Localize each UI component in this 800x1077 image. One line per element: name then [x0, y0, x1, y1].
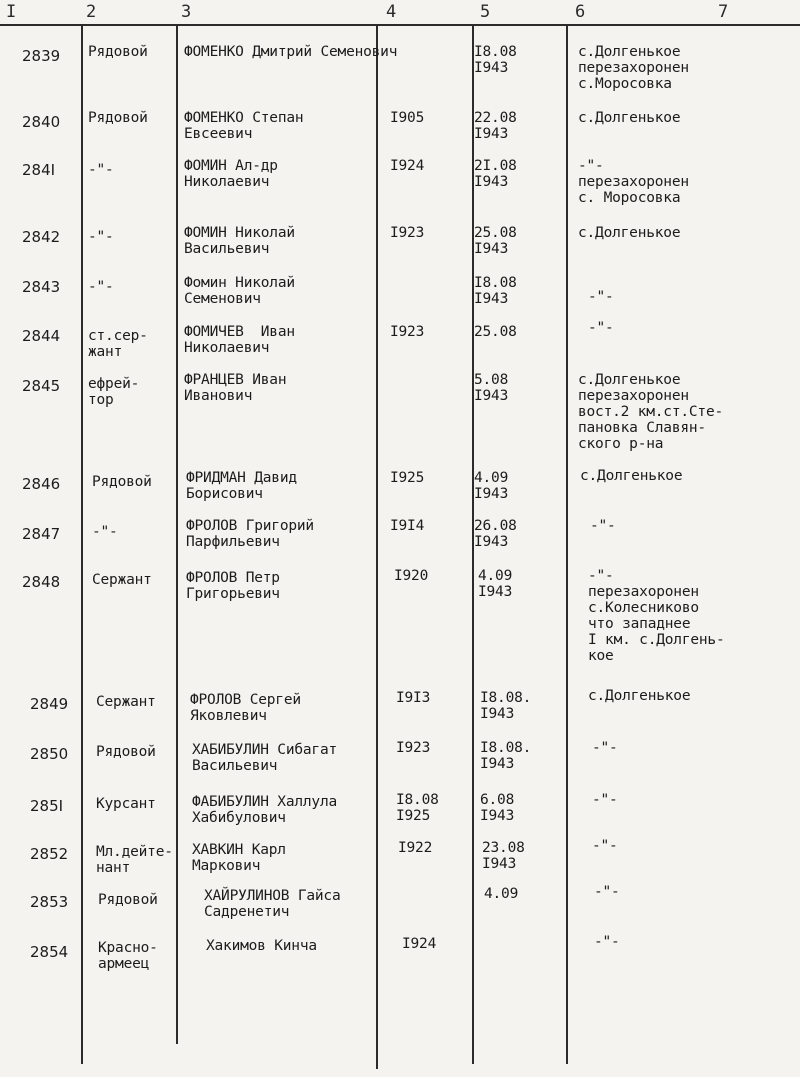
name-cell: ФРОЛОВ Петр Григорьевич: [186, 570, 280, 602]
death-date-cell: 4.09 I943: [478, 568, 513, 600]
death-date-cell: I8.08. I943: [480, 690, 532, 722]
birth-year-cell: I9I3: [396, 690, 431, 706]
burial-place-cell: -"-: [594, 934, 620, 950]
rank-cell: Сержант: [92, 572, 152, 588]
name-cell: ХАЙРУЛИНОВ Гайса Садренетич: [204, 888, 341, 920]
column-divider-5: [566, 24, 568, 1064]
burial-place-cell: -"-: [588, 289, 614, 305]
birth-year-cell: I8.08 I925: [396, 792, 439, 824]
record-number: 285I: [30, 797, 64, 815]
record-number: 2854: [30, 943, 69, 961]
burial-place-cell: -"-: [592, 792, 618, 808]
rank-cell: Рядовой: [88, 110, 148, 126]
name-cell: Фомин Николай Семенович: [184, 275, 295, 307]
name-cell: ФОМИН Ал-др Николаевич: [184, 158, 278, 190]
burial-place-cell: -"-: [594, 884, 620, 900]
rank-cell: Рядовой: [92, 474, 152, 490]
name-cell: ФРОЛОВ Сергей Яковлевич: [190, 692, 301, 724]
header-rule: [0, 24, 800, 26]
rank-cell: Рядовой: [96, 744, 156, 760]
rank-cell: Рядовой: [98, 892, 158, 908]
death-date-cell: 2I.08 I943: [474, 158, 517, 190]
death-date-cell: 23.08 I943: [482, 840, 525, 872]
birth-year-cell: I923: [396, 740, 431, 756]
name-cell: ФОМЕНКО Дмитрий Семенович: [184, 44, 398, 60]
name-cell: ФАБИБУЛИН Халлула Хабибулович: [192, 794, 338, 826]
record-number: 2849: [30, 695, 69, 713]
rank-cell: -"-: [92, 524, 118, 540]
burial-place-cell: -"-: [590, 518, 616, 534]
name-cell: ФРОЛОВ Григорий Парфильевич: [186, 518, 314, 550]
name-cell: ХАБИБУЛИН Сибагат Васильевич: [192, 742, 338, 774]
rank-cell: ефрей- тор: [88, 376, 140, 408]
burial-place-cell: -"- перезахоронен с. Моросовка: [578, 158, 689, 206]
birth-year-cell: I920: [394, 568, 429, 584]
record-number: 2842: [22, 228, 61, 246]
rank-cell: Мл.дейте- нант: [96, 844, 173, 876]
name-cell: ФОМИЧЕВ Иван Николаевич: [184, 324, 295, 356]
header-col-5: 5: [480, 2, 491, 22]
burial-place-cell: -"-: [592, 740, 618, 756]
rank-cell: Курсант: [96, 796, 156, 812]
name-cell: ФОМИН Николай Васильевич: [184, 225, 295, 257]
name-cell: ФОМЕНКО Степан Евсеевич: [184, 110, 304, 142]
rank-cell: -"-: [88, 162, 114, 178]
record-number: 2848: [22, 573, 61, 591]
burial-place-cell: с.Долгенькое: [588, 688, 691, 704]
name-cell: ФРИДМАН Давид Борисович: [186, 470, 297, 502]
birth-year-cell: I925: [390, 470, 425, 486]
birth-year-cell: I922: [398, 840, 433, 856]
death-date-cell: 4.09 I943: [474, 470, 509, 502]
column-divider-2: [176, 24, 178, 1044]
record-number: 2852: [30, 845, 69, 863]
birth-year-cell: I924: [390, 158, 425, 174]
name-cell: ФРАНЦЕВ Иван Иванович: [184, 372, 287, 404]
record-number: 2846: [22, 475, 61, 493]
rank-cell: Красно- армеец: [98, 940, 158, 972]
record-number: 2850: [30, 745, 69, 763]
record-number: 2847: [22, 525, 61, 543]
header-col-4: 4: [386, 2, 397, 22]
death-date-cell: I8.08 I943: [474, 44, 517, 76]
death-date-cell: 5.08 I943: [474, 372, 509, 404]
record-number: 2845: [22, 377, 61, 395]
death-date-cell: 25.08 I943: [474, 225, 517, 257]
rank-cell: -"-: [88, 279, 114, 295]
death-date-cell: 25.08: [474, 324, 517, 340]
death-date-cell: 22.08 I943: [474, 110, 517, 142]
birth-year-cell: I923: [390, 225, 425, 241]
rank-cell: ст.сер- жант: [88, 328, 148, 360]
burial-place-cell: -"- перезахоронен с.Колесниково что западнее I км. с.Долгень- кое: [588, 568, 725, 664]
header-col-1: I: [6, 2, 17, 22]
burial-place-cell: с.Долгенькое: [580, 468, 683, 484]
death-date-cell: 6.08 I943: [480, 792, 515, 824]
column-divider-3: [376, 24, 378, 1069]
burial-place-cell: -"-: [588, 320, 614, 336]
record-number: 2840: [22, 113, 61, 131]
burial-place-cell: -"-: [592, 838, 618, 854]
header-col-3: 3: [181, 2, 192, 22]
record-number: 2853: [30, 893, 69, 911]
name-cell: Хакимов Кинча: [206, 938, 317, 954]
birth-year-cell: I924: [402, 936, 437, 952]
header-col-6: 6: [575, 2, 586, 22]
death-date-cell: 26.08 I943: [474, 518, 517, 550]
header-col-7: 7: [718, 2, 729, 22]
death-date-cell: 4.09: [484, 886, 519, 902]
death-date-cell: I8.08. I943: [480, 740, 532, 772]
record-number: 2839: [22, 47, 61, 65]
birth-year-cell: I9I4: [390, 518, 425, 534]
death-date-cell: I8.08 I943: [474, 275, 517, 307]
name-cell: ХАВКИН Карл Маркович: [192, 842, 286, 874]
burial-place-cell: с.Долгенькое: [578, 225, 681, 241]
header-col-2: 2: [86, 2, 97, 22]
rank-cell: Сержант: [96, 694, 156, 710]
birth-year-cell: I923: [390, 324, 425, 340]
record-number: 2844: [22, 327, 61, 345]
burial-place-cell: с.Долгенькое: [578, 110, 681, 126]
birth-year-cell: I905: [390, 110, 425, 126]
record-number: 284I: [22, 161, 56, 179]
rank-cell: Рядовой: [88, 44, 148, 60]
column-divider-1: [81, 24, 83, 1064]
burial-place-cell: с.Долгенькое перезахоронен с.Моросовка: [578, 44, 689, 92]
record-number: 2843: [22, 278, 61, 296]
rank-cell: -"-: [88, 229, 114, 245]
burial-place-cell: с.Долгенькое перезахоронен вост.2 км.ст.Сте- пановка Славян- ского р-на: [578, 372, 724, 452]
